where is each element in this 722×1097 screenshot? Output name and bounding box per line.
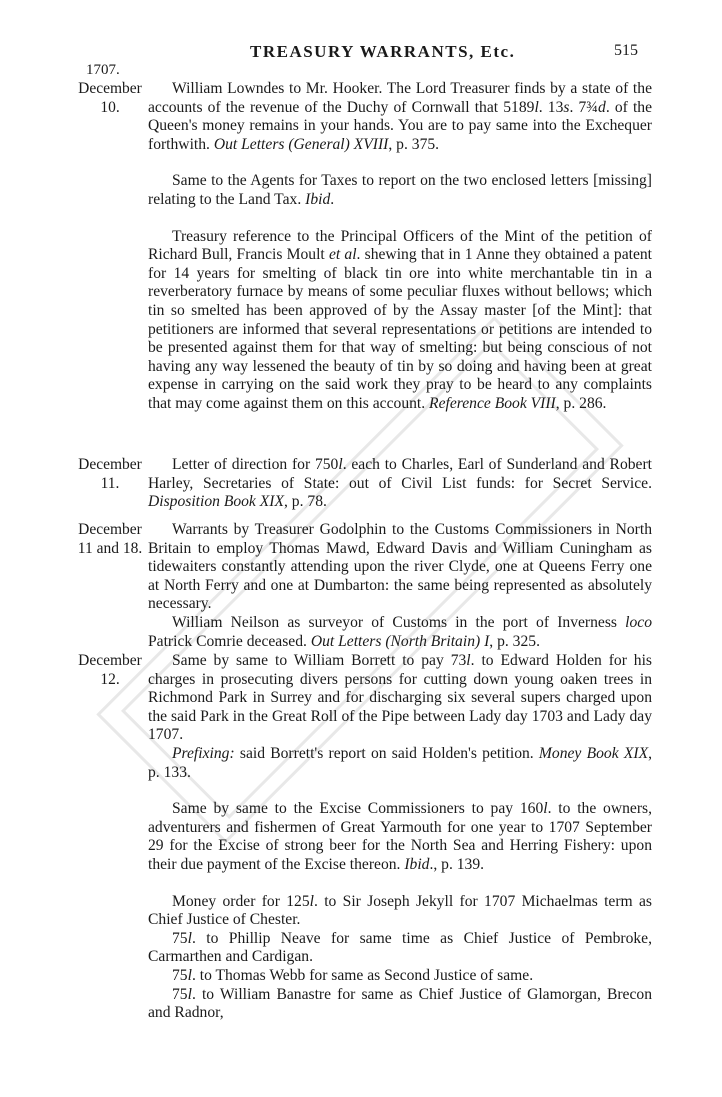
date-line: 10. <box>100 98 120 116</box>
paragraph: Same by same to William Borrett to pay 73l. to Edward Holden for his charges in prosecuting divers persons for cutting down young oaken trees in Richmond Park in Surrey and for discharging six several supers charged upon the said Park in the Great Roll of the Pipe between Lady day 1703 and Lady day 1707. <box>148 652 652 744</box>
date-line: December <box>78 521 142 538</box>
year-marker: 1707. <box>86 62 120 78</box>
entry-date <box>70 521 150 558</box>
entry-date <box>70 80 150 117</box>
date-line: December <box>78 652 142 669</box>
date-line: 11 and 18. <box>77 539 143 557</box>
paragraph: 75l. to William Banastre for same as Chief Justice of Glamorgan, Brecon and Radnor, <box>148 985 652 1022</box>
paragraph: 75l. to Phillip Neave for same time as Chief Justice of Pembroke, Carmarthen and Cardigan. <box>148 929 652 966</box>
page-number: 515 <box>614 42 638 59</box>
date-line: December <box>78 456 142 473</box>
entry-body <box>148 456 652 512</box>
entry-body <box>148 521 652 651</box>
paragraph: Letter of direction for 750l. each to Charles, Earl of Sunderland and Robert Harley, Secretaries of State: out of Civil List funds: for Secret Service. Disposition Book XIX, p. 78. <box>148 456 652 511</box>
paragraph: Treasury reference to the Principal Officers of the Mint of the petition of Richard Bull, Francis Moult et al. shewing that in 1 Anne they obtained a patent for 14 years for smelting of black tin ore into white merchantable tin in a reverberatory furnace by means of some peculiar fluxes without bellows; which tin so smelted has been approved of by the Assay master [of the Mint]: that petitioners are informed that several representations or petitions are intended to be presented against them for that way of smelting: but being conscious of not having any way lessened the beauty of tin by so doing and having been at great expense in carrying on the said work they pray to be heard to any complaints that may come against them on this account. Reference Book VIII, p. 286. <box>148 227 652 412</box>
date-line: 12. <box>100 670 120 688</box>
entry-body <box>148 652 652 1023</box>
paragraph: Prefixing: said Borrett's report on said Holden's petition. Money Book XIX, p. 133. <box>148 744 652 781</box>
running-title: TREASURY WARRANTS, Etc. <box>250 42 516 61</box>
date-line: December <box>78 80 142 97</box>
paragraph: Warrants by Treasurer Godolphin to the Customs Commissioners in North Britain to employ Thomas Mawd, Edward Davis and William Cuningham as tidewaiters constantly attending upon the river Clyde, one at Queens Ferry one at North Ferry and one at Dumbarton: the same being represented as absolutely necessary. <box>148 521 652 613</box>
entry-date <box>70 652 150 689</box>
entry-date <box>70 456 150 493</box>
paragraph: William Neilson as surveyor of Customs in the port of Inverness loco Patrick Comrie deceased. Out Letters (North Britain) I, p. 325. <box>148 613 652 650</box>
paragraph: Same by same to the Excise Commissioners to pay 160l. to the owners, adventurers and fishermen of Great Yarmouth for one year to 1707 September 29 for the Excise of strong beer for the North Sea and Herring Fishery: upon their due payment of the Excise thereon. Ibid., p. 139. <box>148 800 652 873</box>
paragraph: William Lowndes to Mr. Hooker. The Lord Treasurer finds by a state of the accounts of the revenue of the Duchy of Cornwall that 5189l. 13s. 7¾d. of the Queen's money remains in your hands. You are to pay same into the Exchequer forthwith. Out Letters (General) XVIII, p. 375. <box>148 80 653 153</box>
entry-body <box>148 80 652 414</box>
paragraph: 75l. to Thomas Webb for same as Second Justice of same. <box>172 966 534 984</box>
paragraph: Money order for 125l. to Sir Joseph Jekyll for 1707 Michaelmas term as Chief Justice of Chester. <box>148 892 652 929</box>
paragraph: Same to the Agents for Taxes to report on the two enclosed letters [missing] relating to the Land Tax. Ibid. <box>148 172 652 208</box>
date-line: 11. <box>100 474 120 492</box>
